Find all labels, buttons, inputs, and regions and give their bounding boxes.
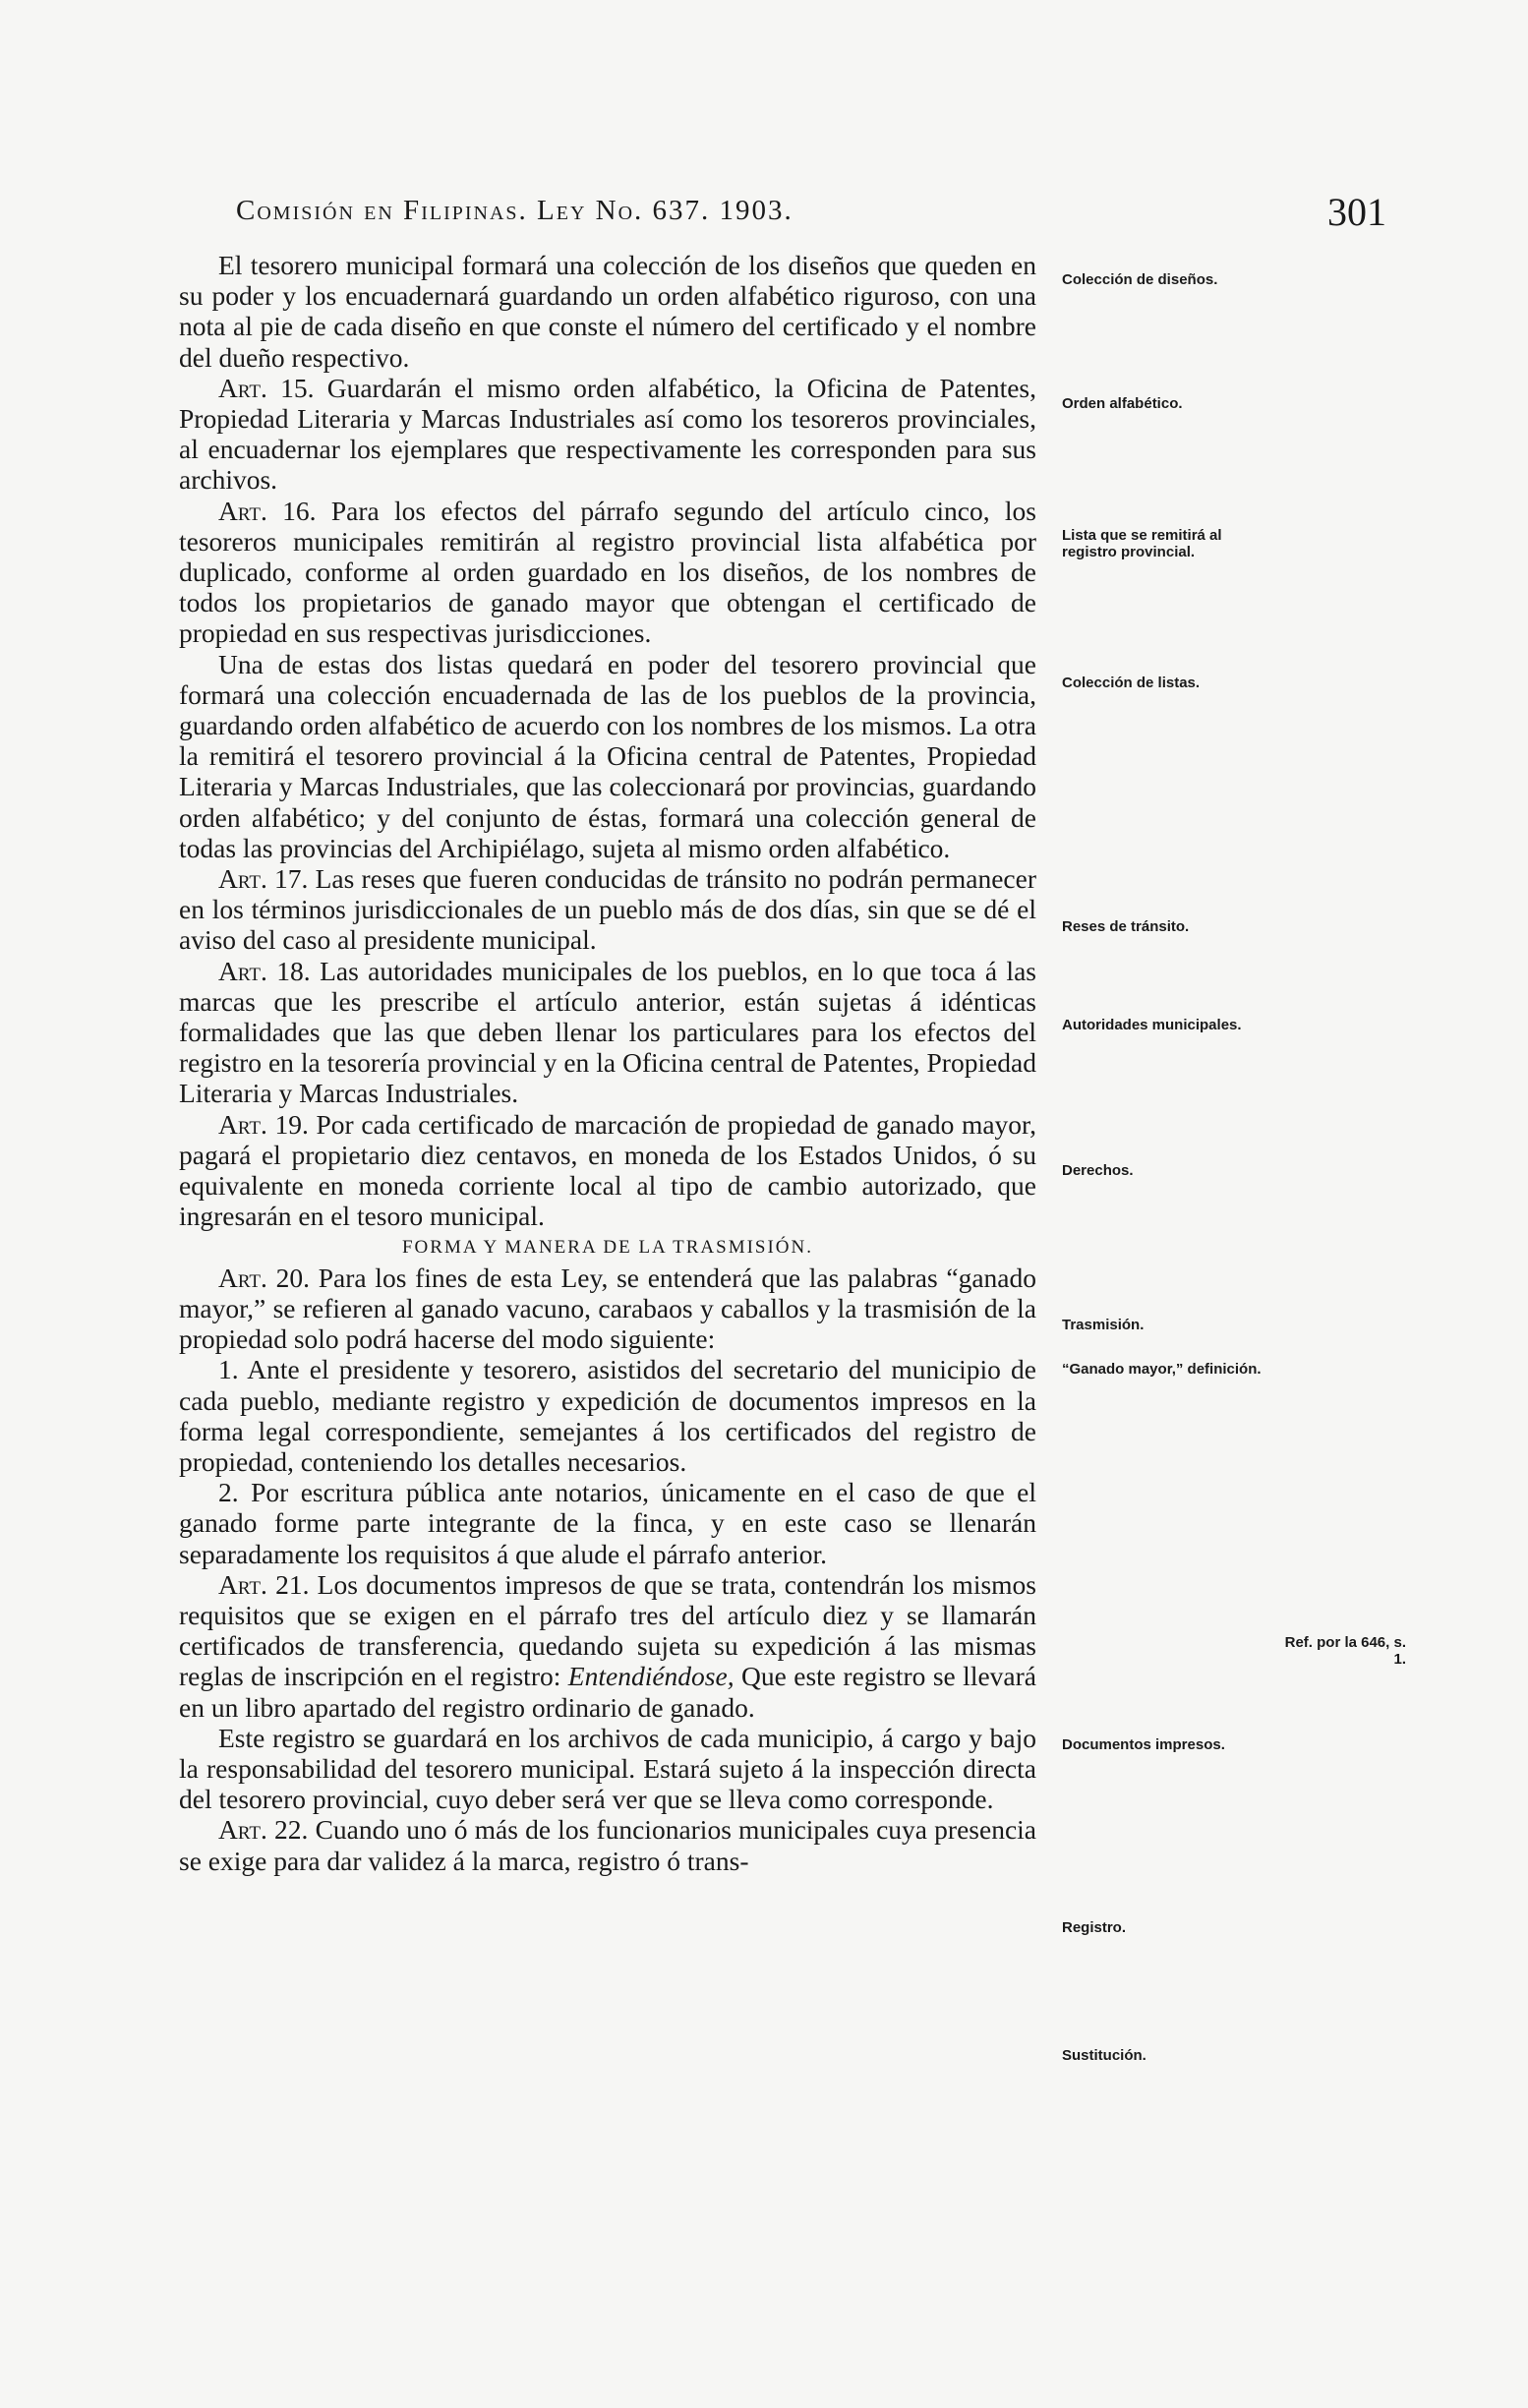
article-italic: Entendiéndose, [567, 1661, 735, 1692]
article-15 [179, 373, 1036, 496]
article-21 [179, 1569, 1036, 1723]
body-text [179, 250, 1036, 1876]
article-19 [179, 1109, 1036, 1232]
margin-note: Reses de tránsito. [1062, 918, 1190, 935]
paragraph-registry: Este registro se guardará en los archivos de cada municipio, á cargo y bajo la responsabilidad del tesorero municipal. Estará sujeto á la inspección directa del tesorero provincial, cuyo deber será ver que se lleva como corresponde. [179, 1722, 1036, 1815]
margin-note: Trasmisión. [1062, 1317, 1145, 1333]
margin-note: “Ganado mayor,” definición. [1062, 1361, 1262, 1378]
margin-note: Colección de diseños. [1062, 271, 1218, 288]
article-label: Art. 22. [218, 1814, 309, 1846]
article-22 [179, 1814, 1036, 1875]
margin-note: Orden alfabético. [1062, 395, 1183, 412]
article-text: Las autoridades municipales de los pueblos, en lo que toca á las marcas que les prescribe el artículo anterior, están sujetas á idénticas formalidades que las que deben llenar los particulares para los efectos del registro en la tesorería provincial y en la Oficina central de Patentes, Propiedad Literaria y Marcas Industriales. [179, 955, 1036, 1109]
article-label: Art. 16. [218, 495, 317, 526]
article-label: Art. 19. [218, 1108, 309, 1140]
article-text: Los documentos impresos de que se trata, contendrán los mismos requisitos que se exigen en el párrafo tres del artículo diez y se llamarán certificados de transferencia, quedando sujeta su expedición á las mismas reglas de inscripción en el registro: [179, 1568, 1036, 1692]
running-head: Comisión en Filipinas. Ley No. 637. 1903. [236, 195, 793, 226]
margin-note: Lista que se remitirá al registro provincial. [1062, 527, 1222, 560]
page-number: 301 [1327, 190, 1386, 234]
article-label: Art. 21. [218, 1568, 310, 1600]
article-16 [179, 496, 1036, 649]
article-label: Art. 15. [218, 372, 315, 403]
article-18 [179, 956, 1036, 1109]
article-text: Cuando uno ó más de los funcionarios municipales cuya presencia se exige para dar validez á la marca, registro ó trans- [179, 1814, 1036, 1876]
margin-note: Documentos impresos. [1062, 1736, 1225, 1753]
article-20 [179, 1263, 1036, 1355]
article-text: Las reses que fueren conducidas de tránsito no podrán permanecer en los términos jurisdiccionales de un pueblo más de dos días, sin que se dé el aviso del caso al presidente municipal. [179, 863, 1036, 956]
article-17 [179, 863, 1036, 956]
margin-note: Derechos. [1062, 1162, 1134, 1179]
margin-note: Sustitución. [1062, 2047, 1146, 2064]
margin-note: Colección de listas. [1062, 675, 1201, 691]
section-heading: FORMA Y MANERA DE LA TRASMISIÓN. [401, 1236, 813, 1258]
article-text: Para los efectos del párrafo segundo del artículo cinco, los tesoreros municipales remitirán al registro provincial lista alfabética por duplicado, conforme al orden guardado en los diseños, de los nombres de todos los propietarios de ganado mayor que obtengan el certificado de propiedad en sus respectivas jurisdicciones. [179, 495, 1036, 649]
page-header [236, 190, 1386, 234]
article-label: Art. 18. [218, 955, 311, 986]
reference-note: Ref. por la 646, s. 1. [1284, 1634, 1406, 1668]
list-item-1: 1. Ante el presidente y tesorero, asistidos del secretario del municipio de cada pueblo, mediante registro y expedición de documentos impresos en la forma legal correspondiente, semejantes á los certificados del registro de propiedad, conteniendo los detalles necesarios. [179, 1354, 1036, 1477]
article-label: Art. 17. [218, 863, 309, 895]
article-text: Guardarán el mismo orden alfabético, la Oficina de Patentes, Propiedad Literaria y Marcas Industriales así como los tesoreros provinciales, al encuadernar los ejemplares que respectivamente les corresponden para sus archivos. [179, 372, 1036, 496]
article-text-rest: Que este registro se llevará en un libro apartado del registro ordinario de ganado. [179, 1661, 1036, 1723]
article-text: Para los fines de esta Ley, se entenderá que las palabras “ganado mayor,” se refieren al ganado vacuno, carabaos y caballos y la trasmisión de la propiedad solo podrá hacerse del modo siguiente: [179, 1262, 1037, 1355]
margin-note: Autoridades municipales. [1062, 1017, 1242, 1033]
article-text: Por cada certificado de marcación de propiedad de ganado mayor, pagará el propietario diez centavos, en moneda de los Estados Unidos, ó su equivalente en moneda corriente local al tipo de cambio autorizado, que ingresarán en el tesoro municipal. [179, 1108, 1036, 1232]
paragraph-designs: El tesorero municipal formará una colección de los diseños que queden en su poder y los encuadernará guardando un orden alfabético riguroso, con una nota al pie de cada diseño en que conste el número del certificado y el nombre del dueño respectivo. [179, 250, 1036, 373]
margin-note: Registro. [1062, 1919, 1127, 1936]
list-item-2: 2. Por escritura pública ante notarios, únicamente en el caso de que el ganado forme parte integrante de la finca, y en este caso se llenarán separadamente los requisitos á que alude el párrafo anterior. [179, 1477, 1036, 1569]
paragraph-lists: Una de estas dos listas quedará en poder del tesorero provincial que formará una colección encuadernada de las de los pueblos de la provincia, guardando orden alfabético de acuerdo con los nombres de los mismos. La otra la remitirá el tesorero provincial á la Oficina central de Patentes, Propiedad Literaria y Marcas Industriales, que las coleccionará por provincias, guardando orden alfabético; y del conjunto de éstas, formará una colección general de todas las provincias del Archipiélago, sujeta al mismo orden alfabético. [179, 648, 1036, 863]
article-label: Art. 20. [218, 1262, 310, 1293]
